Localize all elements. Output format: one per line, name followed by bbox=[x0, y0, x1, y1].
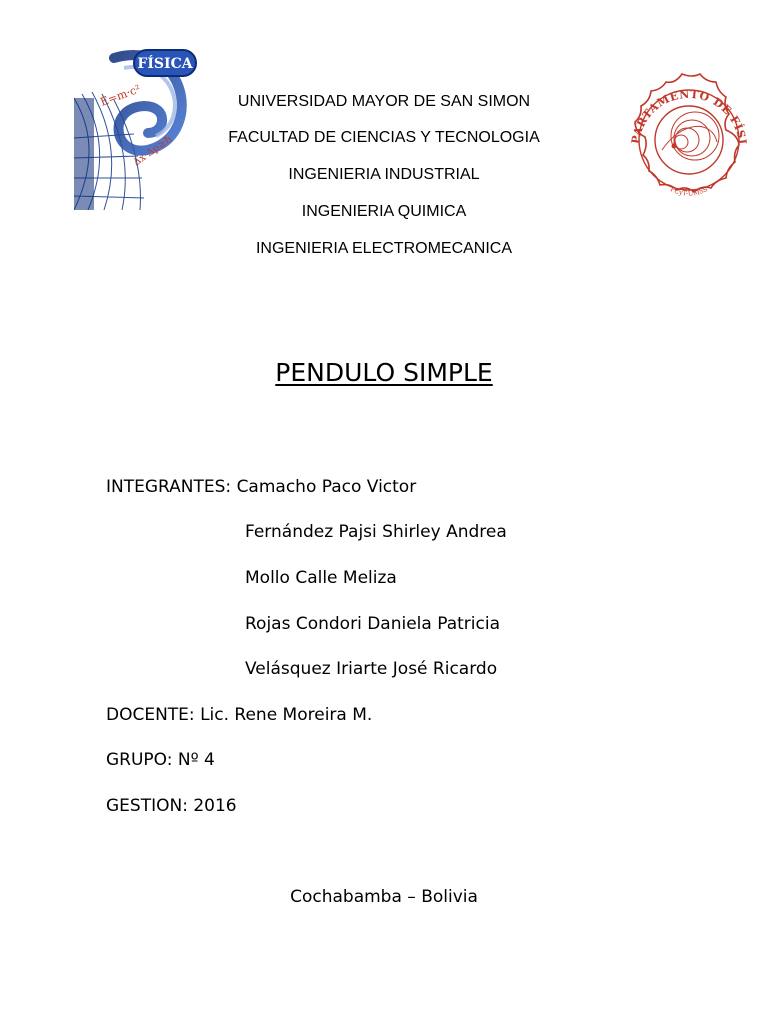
group-label: GRUPO: bbox=[106, 750, 173, 770]
group-row bbox=[106, 749, 215, 771]
location: Cochabamba – Bolivia bbox=[290, 887, 478, 907]
member-name: Camacho Paco Victor bbox=[236, 477, 417, 497]
teacher-row bbox=[106, 704, 372, 726]
members-label: INTEGRANTES: bbox=[106, 477, 232, 497]
group-value: Nº 4 bbox=[177, 750, 215, 770]
svg-text:DEPARTAMENTO DE FÍSICA: PARTAMENTO DE FÍSI bbox=[629, 87, 749, 146]
term-label: GESTION: bbox=[106, 796, 188, 816]
member-name: Fernández Pajsi Shirley Andrea bbox=[245, 522, 507, 542]
faculty-name: FACULTAD DE CIENCIAS Y TECNOLOGIA bbox=[228, 129, 540, 146]
university-name: UNIVERSIDAD MAYOR DE SAN SIMON bbox=[237, 93, 531, 110]
teacher-label: DOCENTE: bbox=[106, 705, 195, 725]
svg-text:Δx·Δp≥ħ: Δx·Δp≥ħ bbox=[131, 133, 175, 169]
program-electromecanica: INGENIERIA ELECTROMECANICA bbox=[255, 240, 513, 257]
members-row bbox=[106, 476, 416, 498]
term-row bbox=[106, 795, 237, 817]
teacher-value: Lic. Rene Moreira M. bbox=[200, 705, 373, 725]
program-quimica: INGENIERIA QUIMICA bbox=[301, 203, 467, 220]
program-industrial: INGENIERIA INDUSTRIAL bbox=[288, 166, 480, 183]
svg-text:FÍSICA: FÍSICA bbox=[137, 56, 193, 72]
member-name: Rojas Condori Daniela Patricia bbox=[245, 614, 500, 634]
term-value: 2016 bbox=[193, 796, 237, 816]
document-title: PENDULO SIMPLE bbox=[275, 358, 493, 387]
member-name: Mollo Calle Meliza bbox=[245, 568, 397, 588]
svg-text:E=m·c²: E=m·c² bbox=[98, 82, 143, 109]
member-name: Velásquez Iriarte José Ricardo bbox=[245, 659, 498, 679]
svg-text:FCyT-UMSS: FCyT-UMSS bbox=[668, 185, 710, 198]
